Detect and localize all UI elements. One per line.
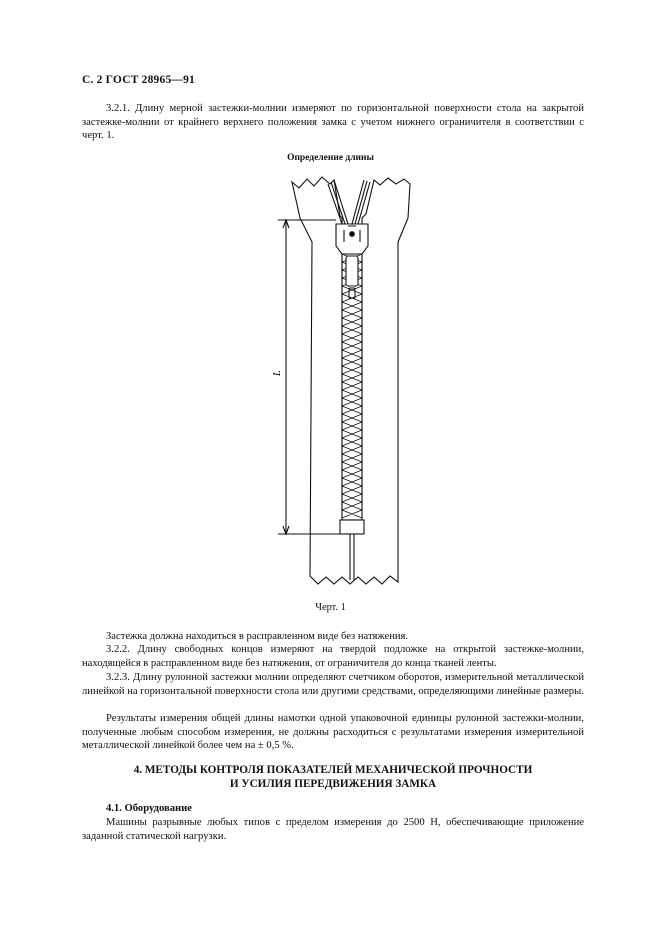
paragraph-results: Результаты измерения общей длины намотки одной упаковочной единицы рулонной застежки-молнии, полученные любым способом измерения, не должны расходиться с результатами измерения измерительной металлической линейкой более чем на ± 0,5 %. [82,713,584,752]
open-chain-left [328,180,348,224]
section-4-heading [82,763,584,791]
section-4-heading-line2: И УСИЛИЯ ПЕРЕДВИЖЕНИЯ ЗАМКА [229,778,437,790]
paragraph-3-2-1: 3.2.1. Длину мерной застежки-молнии измеряют по горизонтальной поверхности стола на закрытой застежке-молнии от крайнего верхнего положения замка с учетом нижнего ограничителя в соответствии с черт. 1. [82,103,584,142]
paragraph-3-2-3: 3.2.3. Длину рулонной застежки молнии определяют счетчиком оборотов, измерительной металлической линейкой на горизонтальной поверхности стола или другими средствами, определяющими линейные размеры. [82,672,584,697]
page-header: С. 2 ГОСТ 28965—91 [82,74,195,86]
figure-title: Определение длины [287,153,374,163]
section-4-heading-line1: 4. МЕТОДЫ КОНТРОЛЯ ПОКАЗАТЕЛЕЙ МЕХАНИЧЕСКОЙ ПРОЧНОСТИ [133,764,533,776]
dimension-label-L: L [272,370,283,376]
pull-tab [346,256,358,286]
bottom-stop [340,520,364,534]
slider-body [336,224,368,254]
paragraph-3-2-2: 3.2.2. Длину свободных концов измеряют на твердой подложке на открытой застежке-молнии, находящейся в расправленном виде без натяжения, от ограничителя до конца тканей ленты. [82,644,584,669]
bottom-cords [350,534,354,580]
slider-rivet [350,232,355,237]
open-chain-right [352,180,370,224]
figure-caption: Черт. 1 [315,602,346,613]
paragraph-state: Застежка должна находиться в расправленном виде без натяжения. [106,631,409,642]
subsection-4-1-heading: 4.1. Оборудование [106,803,192,814]
zipper-length-figure [270,170,430,592]
paragraph-4-1: Машины разрывные любых типов с пределом измерения до 2500 Н, обеспечивающие приложение заданной статической нагрузки. [82,817,584,842]
